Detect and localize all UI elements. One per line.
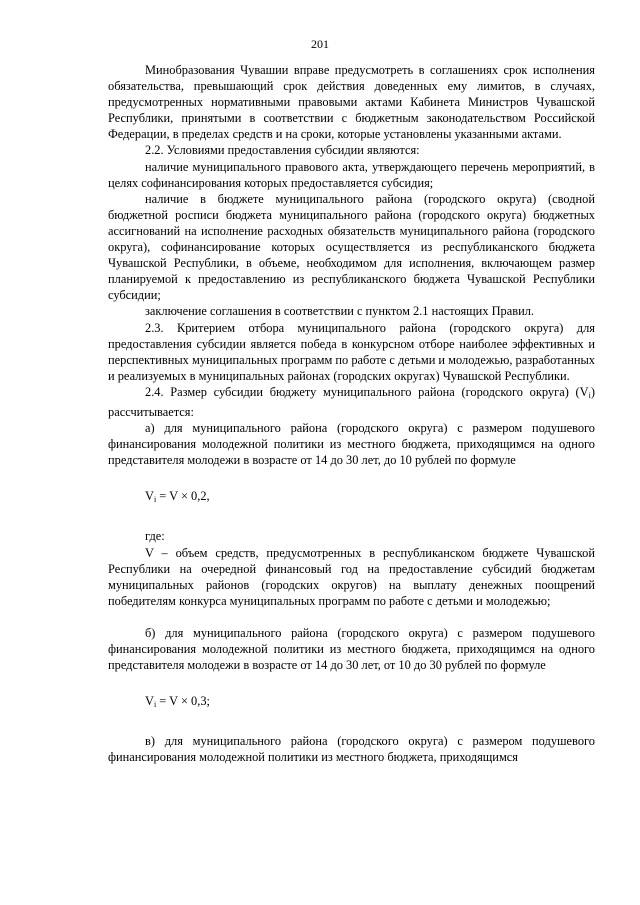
paragraph-condition-legal-act: наличие муниципального правового акта, утверждающего перечень мероприятий, в целях софинансирования которых предоставляется субсидия; [108,159,595,190]
formula-case-a [108,488,595,508]
formula-b-lhs: V [145,694,154,709]
document-body [108,62,595,765]
formula-b-rhs: = V × 0,3; [156,694,210,709]
formula-case-b [108,693,595,713]
paragraph-case-b: б) для муниципального района (городского округа) с размером подушевого финансирования молодежной политики из местного бюджета, приходящимся на одного представителя молодежи в возрасте от 14 до 30 лет, от 10 до 30 рублей по формуле [108,625,595,673]
formula-a-subscript: i [153,495,157,505]
paragraph-case-a: а) для муниципального района (городского округа) с размером подушевого финансирования молодежной политики из местного бюджета, приходящимся на одного представителя молодежи в возрасте от 14 до 30 лет, до 10 рублей по формуле [108,421,595,468]
paragraph-where: где: [145,529,165,544]
paragraph-agreement-term: Минобразования Чувашии вправе предусмотреть в соглашениях срок исполнения обязательства, превышающий срок действия доведенных ему лимитов, в случаях, предусмотренных нормативными правовыми актами Кабинета Министров Чувашской Республики, принятыми в соответствии с бюджетным законодательством Российской Федерации, в пределах средств и на сроки, которые установлены указанными актами. [108,63,595,142]
formula-b-subscript: i [153,700,157,710]
paragraph-2-4-size [108,384,595,420]
formula-a-rhs: = V × 0,2, [156,489,210,504]
paragraph-2-2-heading: 2.2. Условиями предоставления субсидии являются: [145,143,420,158]
paragraph-2-4-subscript: i [588,390,591,400]
paragraph-2-4-text-a: 2.4. Размер субсидии бюджету муниципального района (городского округа) (V [145,384,589,399]
page-number: 201 [311,37,329,51]
formula-a-lhs: V [145,489,154,504]
paragraph-case-c: в) для муниципального района (городского округа) с размером подушевого финансирования молодежной политики из местного бюджета, приходящимся [108,734,595,765]
paragraph-condition-budget: наличие в бюджете муниципального района (городского округа) (сводной бюджетной росписи бюджета муниципального района (городского округа) бюджетных ассигнований на исполнение расходных обязательств муниципального района (городского округа), софинансирование которых осуществляется из республиканского бюджета Чувашской Республики, в объеме, необходимом для исполнения, включающем размер планируемой к предоставлению из республиканского бюджета Чувашской Республики субсидии; [108,191,595,303]
paragraph-2-4-text-b: ) рассчитывается: [108,384,595,419]
paragraph-v-definition: V – объем средств, предусмотренных в республиканском бюджете Чувашской Республики на очередной финансовый год на предоставление субсидий бюджетам муниципальных районов (городских округов) на выплату денежных поощрений победителям конкурса муниципальных программ по работе с детьми и молодежью; [108,545,595,608]
paragraph-2-3-criterion: 2.3. Критерием отбора муниципального района (городского округа) для предоставления субсидии является победа в конкурсном отборе наиболее эффективных и перспективных муниципальных программ по работе с детьми и молодежью, разработанных и реализуемых в муниципальных районах (городских округах) Чувашской Республики. [108,320,595,383]
paragraph-condition-agreement: заключение соглашения в соответствии с пунктом 2.1 настоящих Правил. [145,304,535,319]
